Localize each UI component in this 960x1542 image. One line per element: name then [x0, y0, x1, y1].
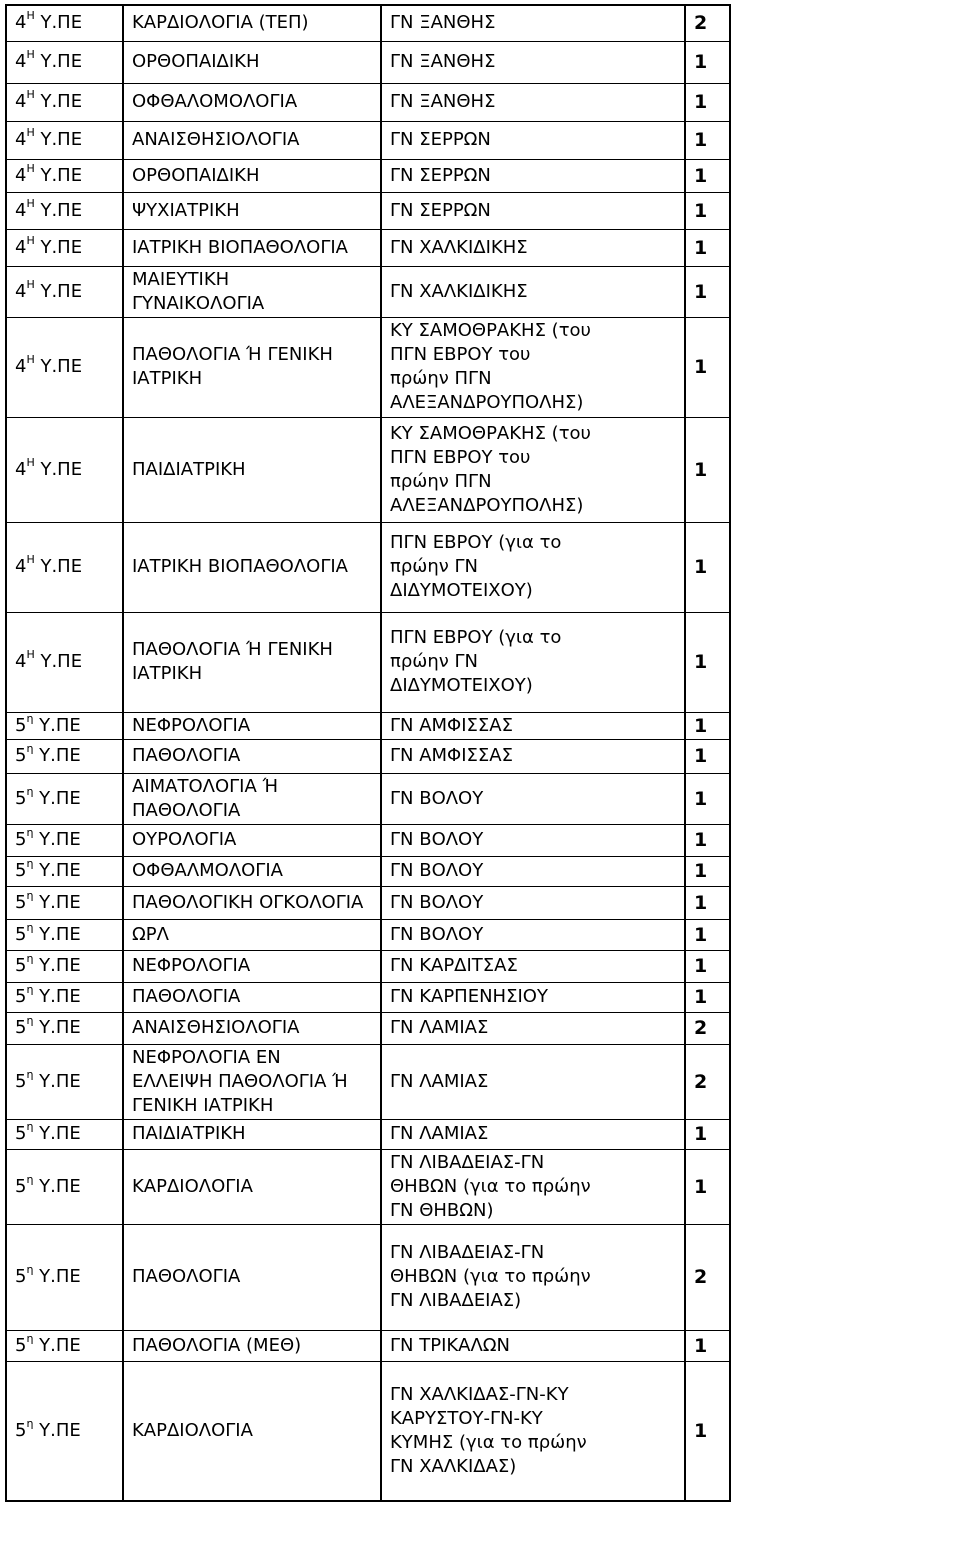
positions-count-cell: 1 [685, 83, 730, 121]
table-row [6, 229, 730, 266]
specialty-cell: ΩΡΛ [123, 919, 381, 950]
health-region-ordinal: Η [26, 455, 35, 469]
specialty-cell: ΚΑΡΔΙΟΛΟΓΙΑ [123, 1149, 381, 1224]
specialty-cell: ΟΦΘΑΛΟΜΟΛΟΓΙΑ [123, 83, 381, 121]
health-region-ordinal: Η [26, 233, 35, 247]
positions-count-cell: 1 [685, 739, 730, 773]
positions-count-cell: 1 [685, 266, 730, 317]
health-region-cell [6, 712, 123, 739]
specialty-cell: ΝΕΦΡΟΛΟΓΙΑ [123, 950, 381, 982]
positions-count-cell: 2 [685, 1044, 730, 1119]
hospital-cell: ΓΝ ΣΕΡΡΩΝ [381, 121, 685, 159]
positions-count-cell: 1 [685, 712, 730, 739]
health-region-label: Υ.ΠΕ [34, 129, 83, 150]
hospital-cell: ΓΝ ΚΑΡΠΕΝΗΣΙΟΥ [381, 982, 685, 1012]
health-region-label: Υ.ΠΕ [33, 745, 81, 766]
hospital-cell: ΓΝ ΧΑΛΚΙΔΑΣ-ΓΝ-ΚΥ ΚΑΡΥΣΤΟΥ-ΓΝ-ΚΥ ΚΥΜΗΣ (για το πρώην ΓΝ ΧΑΛΚΙΔΑΣ) [381, 1361, 685, 1501]
health-region-number: 4 [15, 91, 27, 112]
specialty-cell: ΠΑΘΟΛΟΓΙΑ [123, 1224, 381, 1330]
health-region-cell [6, 1361, 123, 1501]
health-region-ordinal: Η [26, 88, 35, 101]
health-region-ordinal: Η [26, 553, 35, 566]
positions-table-body [6, 5, 730, 1501]
health-region-ordinal: η [26, 1331, 34, 1345]
table-row [6, 83, 730, 121]
health-region-cell [6, 1224, 123, 1330]
health-region-cell [6, 266, 123, 317]
health-region-ordinal: η [26, 1263, 34, 1276]
health-region-number: 4 [15, 199, 27, 221]
table-row [6, 856, 730, 886]
positions-count-cell: 1 [685, 982, 730, 1012]
health-region-number: 5 [15, 714, 27, 736]
health-region-number: 5 [15, 923, 27, 945]
health-region-cell [6, 1149, 123, 1224]
health-region-label: Υ.ΠΕ [34, 280, 83, 302]
specialty-cell: ΨΥΧΙΑΤΡΙΚΗ [123, 192, 381, 229]
health-region-number: 4 [15, 556, 27, 577]
positions-count-cell: 1 [685, 856, 730, 886]
health-region-ordinal: Η [26, 126, 35, 139]
health-region-ordinal: η [26, 826, 34, 839]
positions-count-cell: 1 [685, 824, 730, 856]
health-region-ordinal: η [26, 1172, 34, 1186]
health-region-label: Υ.ΠΕ [34, 651, 83, 672]
health-region-label: Υ.ΠΕ [34, 458, 83, 480]
health-region-number: 5 [15, 955, 27, 976]
health-region-number: 4 [15, 164, 27, 186]
positions-table [5, 4, 731, 1502]
hospital-cell: ΓΝ ΛΑΜΙΑΣ [381, 1044, 685, 1119]
specialty-cell: ΜΑΙΕΥΤΙΚΗ ΓΥΝΑΙΚΟΛΟΓΙΑ [123, 266, 381, 317]
health-region-ordinal: η [26, 888, 34, 902]
table-row [6, 950, 730, 982]
health-region-ordinal: η [26, 983, 34, 996]
health-region-cell [6, 1119, 123, 1149]
health-region-cell [6, 317, 123, 417]
health-region-label: Υ.ΠΕ [33, 1017, 81, 1038]
health-region-cell [6, 919, 123, 950]
hospital-cell: ΓΝ ΣΕΡΡΩΝ [381, 192, 685, 229]
health-region-number: 4 [15, 458, 27, 480]
health-region-number: 5 [15, 891, 27, 913]
hospital-cell: ΓΝ ΞΑΝΘΗΣ [381, 83, 685, 121]
health-region-cell [6, 982, 123, 1012]
specialty-cell: ΟΡΘΟΠΑΙΔΙΚΗ [123, 159, 381, 192]
table-row [6, 1224, 730, 1330]
positions-count-cell: 1 [685, 1149, 730, 1224]
positions-count-cell: 1 [685, 1330, 730, 1361]
health-region-cell [6, 1330, 123, 1361]
positions-count-cell: 1 [685, 317, 730, 417]
hospital-cell: ΠΓΝ ΕΒΡΟΥ (για το πρώην ΓΝ ΔΙΔΥΜΟΤΕΙΧΟΥ) [381, 612, 685, 712]
hospital-cell: ΓΝ ΧΑΛΚΙΔΙΚΗΣ [381, 229, 685, 266]
health-region-number: 4 [15, 651, 27, 672]
specialty-cell: ΠΑΘΟΛΟΓΙΑ [123, 982, 381, 1012]
health-region-number: 4 [15, 280, 27, 302]
table-row [6, 739, 730, 773]
table-row [6, 121, 730, 159]
hospital-cell: ΓΝ ΧΑΛΚΙΔΙΚΗΣ [381, 266, 685, 317]
specialty-cell: ΟΦΘΑΛΜΟΛΟΓΙΑ [123, 856, 381, 886]
health-region-label: Υ.ΠΕ [34, 51, 83, 72]
table-row [6, 159, 730, 192]
positions-count-cell: 1 [685, 1361, 730, 1501]
hospital-cell: ΓΝ ΑΜΦΙΣΣΑΣ [381, 712, 685, 739]
health-region-label: Υ.ΠΕ [33, 1123, 81, 1144]
hospital-cell: ΓΝ ΛΙΒΑΔΕΙΑΣ-ΓΝ ΘΗΒΩΝ (για το πρώην ΓΝ ΘΗΒΩΝ) [381, 1149, 685, 1224]
health-region-cell [6, 522, 123, 612]
health-region-ordinal: η [26, 1120, 34, 1133]
health-region-ordinal: η [26, 742, 34, 755]
hospital-cell: ΓΝ ΛΙΒΑΔΕΙΑΣ-ΓΝ ΘΗΒΩΝ (για το πρώην ΓΝ ΛΙΒΑΔΕΙΑΣ) [381, 1224, 685, 1330]
health-region-number: 5 [15, 745, 27, 766]
health-region-cell [6, 83, 123, 121]
table-row [6, 712, 730, 739]
positions-count-cell: 1 [685, 192, 730, 229]
table-row [6, 886, 730, 919]
health-region-ordinal: η [26, 920, 34, 934]
positions-count-cell: 2 [685, 5, 730, 41]
positions-count-cell: 1 [685, 229, 730, 266]
specialty-cell: ΠΑΘΟΛΟΓΙΑ [123, 739, 381, 773]
health-region-ordinal: η [26, 711, 34, 725]
health-region-number: 5 [15, 1419, 27, 1441]
specialty-cell: ΝΕΦΡΟΛΟΓΙΑ [123, 712, 381, 739]
positions-count-cell: 1 [685, 41, 730, 83]
health-region-ordinal: η [26, 1416, 34, 1430]
specialty-cell: ΟΡΘΟΠΑΙΔΙΚΗ [123, 41, 381, 83]
hospital-cell: ΠΓΝ ΕΒΡΟΥ (για το πρώην ΓΝ ΔΙΔΥΜΟΤΕΙΧΟΥ) [381, 522, 685, 612]
positions-count-cell: 1 [685, 773, 730, 824]
table-row [6, 982, 730, 1012]
health-region-cell [6, 1012, 123, 1044]
table-row [6, 612, 730, 712]
table-row [6, 522, 730, 612]
table-row [6, 266, 730, 317]
health-region-label: Υ.ΠΕ [34, 91, 83, 112]
health-region-label: Υ.ΠΕ [34, 236, 83, 258]
health-region-ordinal: η [26, 1014, 34, 1027]
positions-count-cell: 2 [685, 1012, 730, 1044]
health-region-number: 5 [15, 1017, 27, 1038]
health-region-cell [6, 1044, 123, 1119]
hospital-cell: ΓΝ ΒΟΛΟΥ [381, 773, 685, 824]
health-region-label: Υ.ΠΕ [33, 787, 81, 809]
health-region-ordinal: Η [26, 277, 35, 291]
specialty-cell: ΟΥΡΟΛΟΓΙΑ [123, 824, 381, 856]
specialty-cell: ΠΑΘΟΛΟΓΙΑ (ΜΕΘ) [123, 1330, 381, 1361]
health-region-number: 5 [15, 986, 27, 1007]
health-region-label: Υ.ΠΕ [33, 955, 81, 976]
health-region-label: Υ.ΠΕ [34, 164, 83, 186]
health-region-label: Υ.ΠΕ [33, 1175, 81, 1197]
specialty-cell: ΝΕΦΡΟΛΟΓΙΑ ΕΝ ΕΛΛΕΙΨΗ ΠΑΘΟΛΟΓΙΑ Ή ΓΕΝΙΚΗ ΙΑΤΡΙΚΗ [123, 1044, 381, 1119]
health-region-cell [6, 5, 123, 41]
table-row [6, 41, 730, 83]
health-region-number: 5 [15, 829, 27, 850]
hospital-cell: ΓΝ ΛΑΜΙΑΣ [381, 1119, 685, 1149]
table-row [6, 1330, 730, 1361]
positions-count-cell: 1 [685, 522, 730, 612]
specialty-cell: ΠΑΘΟΛΟΓΙΑ Ή ΓΕΝΙΚΗ ΙΑΤΡΙΚΗ [123, 317, 381, 417]
health-region-label: Υ.ΠΕ [33, 1070, 81, 1092]
health-region-cell [6, 121, 123, 159]
health-region-label: Υ.ΠΕ [34, 356, 83, 377]
table-row [6, 192, 730, 229]
health-region-ordinal: Η [26, 9, 35, 23]
hospital-cell: ΚΥ ΣΑΜΟΘΡΑΚΗΣ (του ΠΓΝ ΕΒΡΟΥ του πρώην ΠΓΝ ΑΛΕΞΑΝΔΡΟΥΠΟΛΗΣ) [381, 317, 685, 417]
specialty-cell: ΚΑΡΔΙΟΛΟΓΙΑ [123, 1361, 381, 1501]
health-region-ordinal: η [26, 857, 34, 870]
health-region-cell [6, 192, 123, 229]
health-region-ordinal: η [26, 1067, 34, 1081]
table-row [6, 824, 730, 856]
specialty-cell: ΙΑΤΡΙΚΗ ΒΙΟΠΑΘΟΛΟΓΙΑ [123, 229, 381, 266]
positions-count-cell: 1 [685, 159, 730, 192]
specialty-cell: ΠΑΙΔΙΑΤΡΙΚΗ [123, 1119, 381, 1149]
table-row [6, 317, 730, 417]
health-region-cell [6, 417, 123, 522]
health-region-label: Υ.ΠΕ [33, 829, 81, 850]
health-region-label: Υ.ΠΕ [33, 1266, 81, 1287]
specialty-cell: ΠΑΘΟΛΟΓΙΑ Ή ΓΕΝΙΚΗ ΙΑΤΡΙΚΗ [123, 612, 381, 712]
table-row [6, 417, 730, 522]
hospital-cell: ΓΝ ΒΟΛΟΥ [381, 919, 685, 950]
specialty-cell: ΙΑΤΡΙΚΗ ΒΙΟΠΑΘΟΛΟΓΙΑ [123, 522, 381, 612]
health-region-ordinal: η [26, 952, 34, 965]
health-region-number: 5 [15, 787, 27, 809]
table-row [6, 1149, 730, 1224]
health-region-label: Υ.ΠΕ [33, 891, 81, 913]
hospital-cell: ΓΝ ΑΜΦΙΣΣΑΣ [381, 739, 685, 773]
health-region-ordinal: Η [26, 161, 35, 175]
health-region-number: 5 [15, 860, 27, 881]
hospital-cell: ΓΝ ΞΑΝΘΗΣ [381, 41, 685, 83]
health-region-number: 5 [15, 1334, 27, 1356]
table-row [6, 5, 730, 41]
specialty-cell: ΑΝΑΙΣΘΗΣΙΟΛΟΓΙΑ [123, 1012, 381, 1044]
table-row [6, 1012, 730, 1044]
positions-count-cell: 1 [685, 886, 730, 919]
hospital-cell: ΓΝ ΒΟΛΟΥ [381, 824, 685, 856]
health-region-ordinal: Η [26, 48, 35, 61]
positions-count-cell: 2 [685, 1224, 730, 1330]
health-region-cell [6, 950, 123, 982]
table-row [6, 1119, 730, 1149]
health-region-number: 5 [15, 1070, 27, 1092]
health-region-label: Υ.ΠΕ [33, 986, 81, 1007]
specialty-cell: ΠΑΘΟΛΟΓΙΚΗ ΟΓΚΟΛΟΓΙΑ [123, 886, 381, 919]
health-region-label: Υ.ΠΕ [33, 860, 81, 881]
health-region-number: 4 [15, 129, 27, 150]
health-region-label: Υ.ΠΕ [33, 1334, 81, 1356]
health-region-label: Υ.ΠΕ [33, 923, 81, 945]
health-region-ordinal: Η [26, 353, 35, 366]
health-region-label: Υ.ΠΕ [34, 556, 83, 577]
health-region-cell [6, 773, 123, 824]
health-region-ordinal: Η [26, 196, 35, 210]
hospital-cell: ΓΝ ΚΑΡΔΙΤΣΑΣ [381, 950, 685, 982]
table-row [6, 1044, 730, 1119]
health-region-number: 5 [15, 1123, 27, 1144]
hospital-cell: ΓΝ ΤΡΙΚΑΛΩΝ [381, 1330, 685, 1361]
positions-count-cell: 1 [685, 950, 730, 982]
health-region-cell [6, 824, 123, 856]
health-region-label: Υ.ΠΕ [34, 12, 83, 34]
hospital-cell: ΓΝ ΞΑΝΘΗΣ [381, 5, 685, 41]
positions-count-cell: 1 [685, 612, 730, 712]
health-region-ordinal: η [26, 784, 34, 798]
health-region-number: 5 [15, 1266, 27, 1287]
positions-count-cell: 1 [685, 919, 730, 950]
health-region-cell [6, 229, 123, 266]
specialty-cell: ΑΙΜΑΤΟΛΟΓΙΑ Ή ΠΑΘΟΛΟΓΙΑ [123, 773, 381, 824]
table-row [6, 1361, 730, 1501]
health-region-label: Υ.ΠΕ [33, 1419, 81, 1441]
health-region-number: 4 [15, 356, 27, 377]
hospital-cell: ΓΝ ΒΟΛΟΥ [381, 856, 685, 886]
specialty-cell: ΑΝΑΙΣΘΗΣΙΟΛΟΓΙΑ [123, 121, 381, 159]
health-region-number: 4 [15, 51, 27, 72]
health-region-number: 5 [15, 1175, 27, 1197]
table-row [6, 773, 730, 824]
hospital-cell: ΓΝ ΛΑΜΙΑΣ [381, 1012, 685, 1044]
positions-count-cell: 1 [685, 417, 730, 522]
health-region-cell [6, 41, 123, 83]
specialty-cell: ΠΑΙΔΙΑΤΡΙΚΗ [123, 417, 381, 522]
health-region-cell [6, 159, 123, 192]
table-row [6, 919, 730, 950]
positions-count-cell: 1 [685, 1119, 730, 1149]
health-region-label: Υ.ΠΕ [34, 199, 83, 221]
health-region-cell [6, 856, 123, 886]
health-region-cell [6, 739, 123, 773]
hospital-cell: ΓΝ ΣΕΡΡΩΝ [381, 159, 685, 192]
health-region-cell [6, 886, 123, 919]
health-region-ordinal: Η [26, 648, 35, 661]
hospital-cell: ΚΥ ΣΑΜΟΘΡΑΚΗΣ (του ΠΓΝ ΕΒΡΟΥ του πρώην ΠΓΝ ΑΛΕΞΑΝΔΡΟΥΠΟΛΗΣ) [381, 417, 685, 522]
positions-count-cell: 1 [685, 121, 730, 159]
health-region-number: 4 [15, 12, 27, 34]
health-region-label: Υ.ΠΕ [33, 714, 81, 736]
specialty-cell: ΚΑΡΔΙΟΛΟΓΙΑ (ΤΕΠ) [123, 5, 381, 41]
health-region-cell [6, 612, 123, 712]
health-region-number: 4 [15, 236, 27, 258]
hospital-cell: ΓΝ ΒΟΛΟΥ [381, 886, 685, 919]
